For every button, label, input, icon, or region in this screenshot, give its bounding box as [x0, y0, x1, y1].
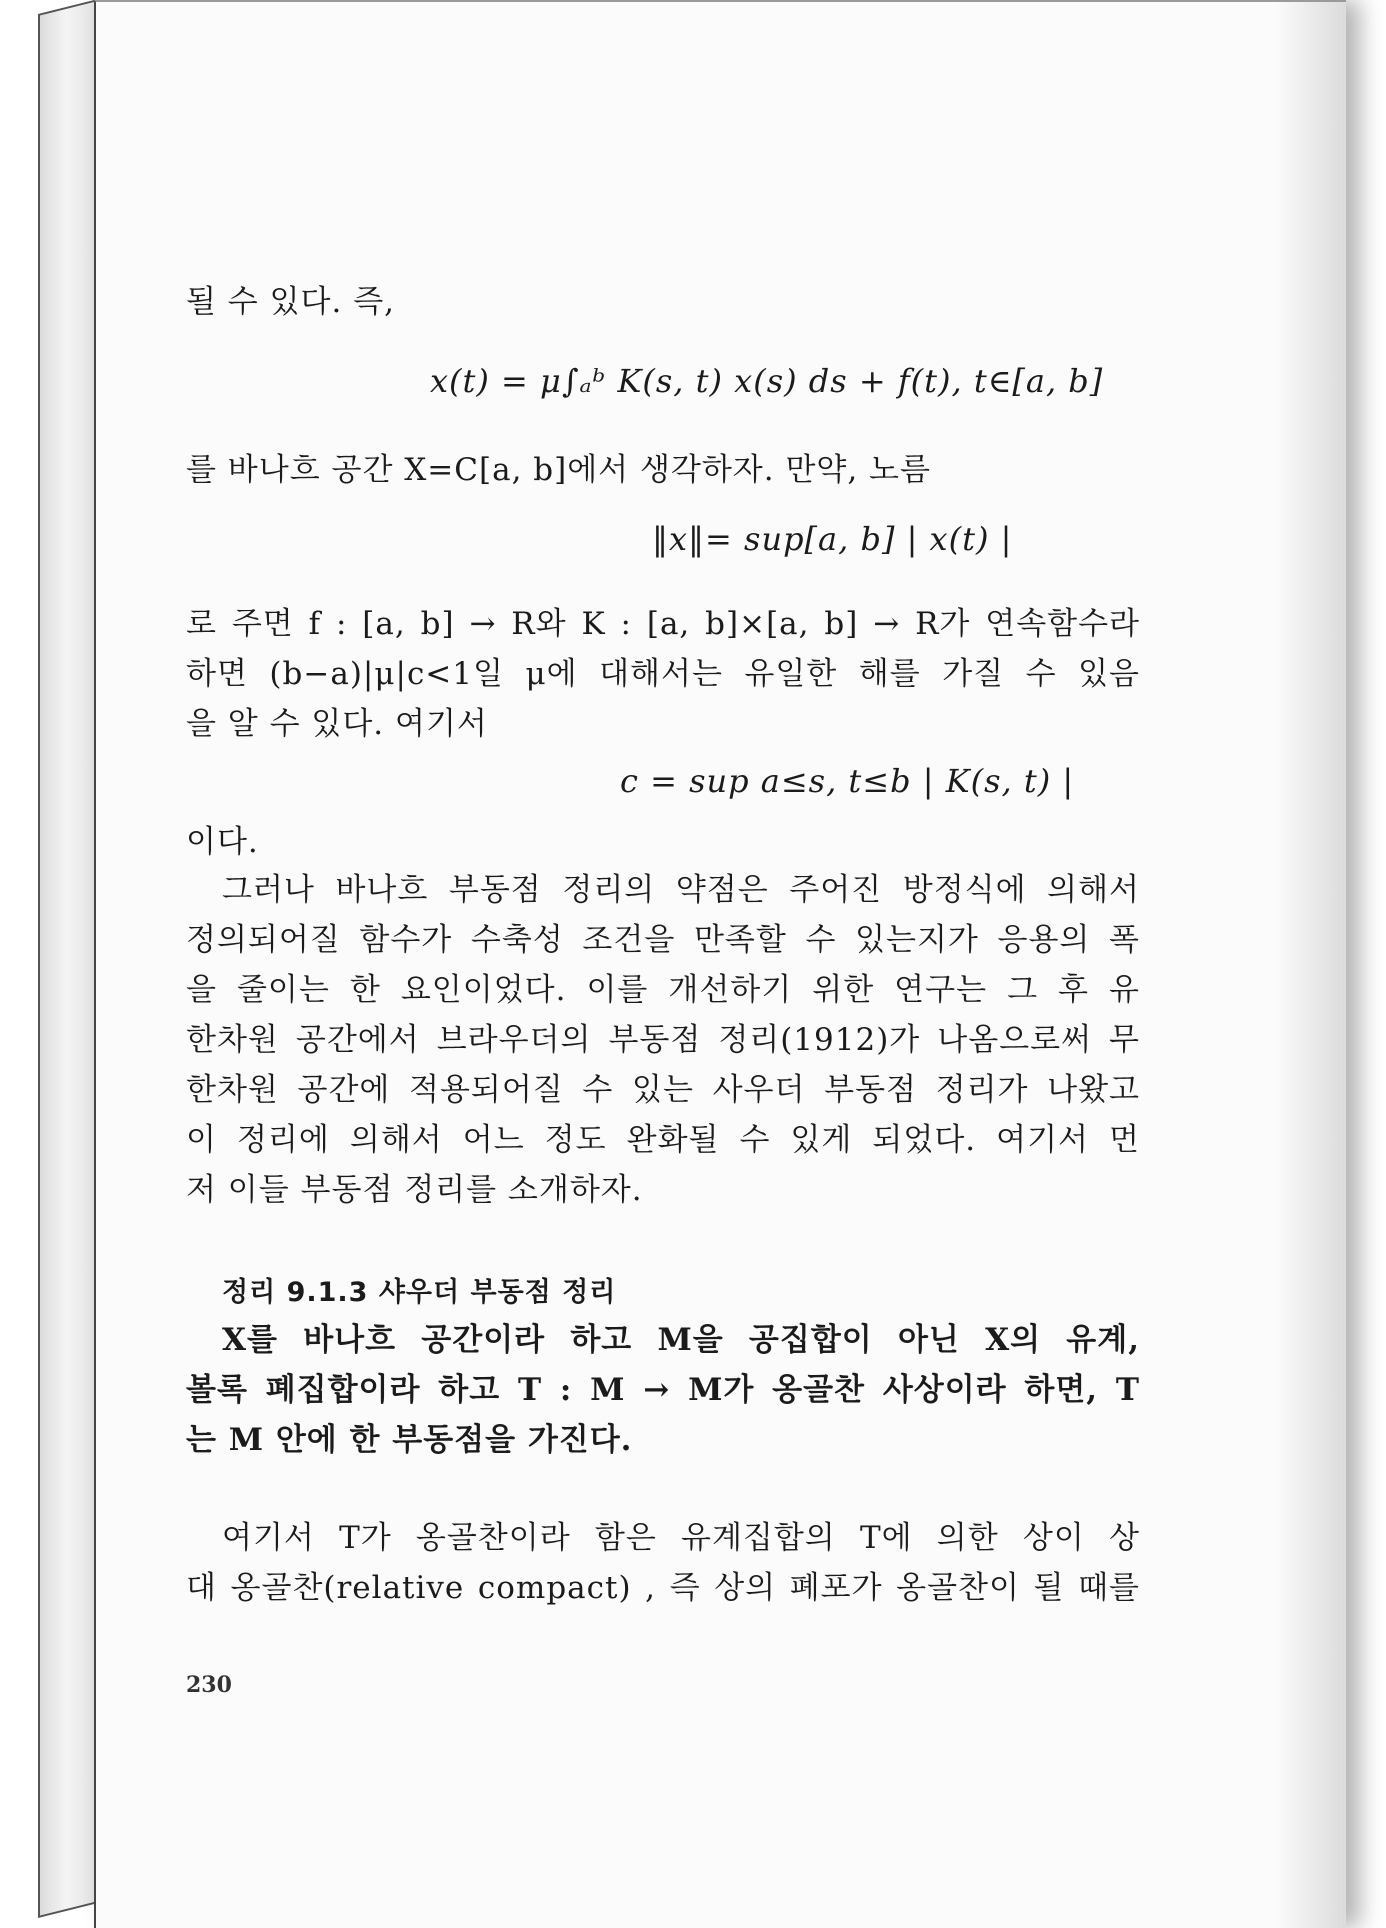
page-edge-shadow: [1276, 2, 1346, 1928]
text-line: 이 정리에 의해서 어느 정도 완화될 수 있게 되었다. 여기서 먼: [186, 1122, 1140, 1158]
text-line: 하면 (b−a)|μ|c<1일 μ에 대해서는 유일한 해를 가질 수 있음: [186, 656, 1140, 692]
book-spine: [38, 0, 100, 1918]
theorem-line: 볼록 폐집합이라 하고 T : M → M가 옹골찬 사상이라 하면, T: [186, 1372, 1140, 1408]
integral-equation: x(t) = μ∫ₐᵇ K(s, t) x(s) ds + f(t), t∈[a, b]: [430, 362, 1104, 400]
theorem-line: 는 M 안에 한 부동점을 가진다.: [186, 1422, 633, 1458]
text-line: 을 줄이는 한 요인이었다. 이를 개선하기 위한 연구는 그 후 유: [186, 972, 1140, 1008]
theorem-heading: 정리 9.1.3 샤우더 부동점 정리: [222, 1277, 617, 1308]
text-line: 로 주면 f : [a, b] → R와 K : [a, b]×[a, b] → R가 연속함수라: [186, 606, 1140, 642]
text-line: 여기서 T가 옹골찬이라 함은 유계집합의 T에 의한 상이 상: [222, 1520, 1140, 1556]
text-line: 을 알 수 있다. 여기서: [186, 706, 488, 742]
theorem-line: X를 바나흐 공간이라 하고 M을 공집합이 아닌 X의 유계,: [222, 1322, 1140, 1358]
text-line: 이다.: [186, 824, 259, 860]
text-line: 한차원 공간에서 브라우더의 부동점 정리(1912)가 나옴으로써 무: [186, 1022, 1140, 1058]
sup-constant-equation: c = sup a≤s, t≤b | K(s, t) |: [620, 762, 1075, 800]
text-line: 대 옹골찬(relative compact) , 즉 상의 폐포가 옹골찬이 될 때를: [186, 1570, 1140, 1606]
text-line: 될 수 있다. 즉,: [186, 284, 395, 320]
text-line: 저 이들 부동점 정리를 소개하자.: [186, 1172, 643, 1208]
text-line: 그러나 바나흐 부동점 정리의 약점은 주어진 방정식에 의해서: [222, 872, 1140, 908]
page-number: 230: [186, 1672, 232, 1698]
text-line: 한차원 공간에 적용되어질 수 있는 사우더 부동점 정리가 나왔고: [186, 1072, 1140, 1108]
norm-equation: ‖x‖= sup[a, b] | x(t) |: [652, 520, 1013, 558]
text-line: 정의되어질 함수가 수축성 조건을 만족할 수 있는지가 응용의 폭: [186, 922, 1140, 958]
text-line: 를 바나흐 공간 X=C[a, b]에서 생각하자. 만약, 노름: [186, 452, 931, 488]
